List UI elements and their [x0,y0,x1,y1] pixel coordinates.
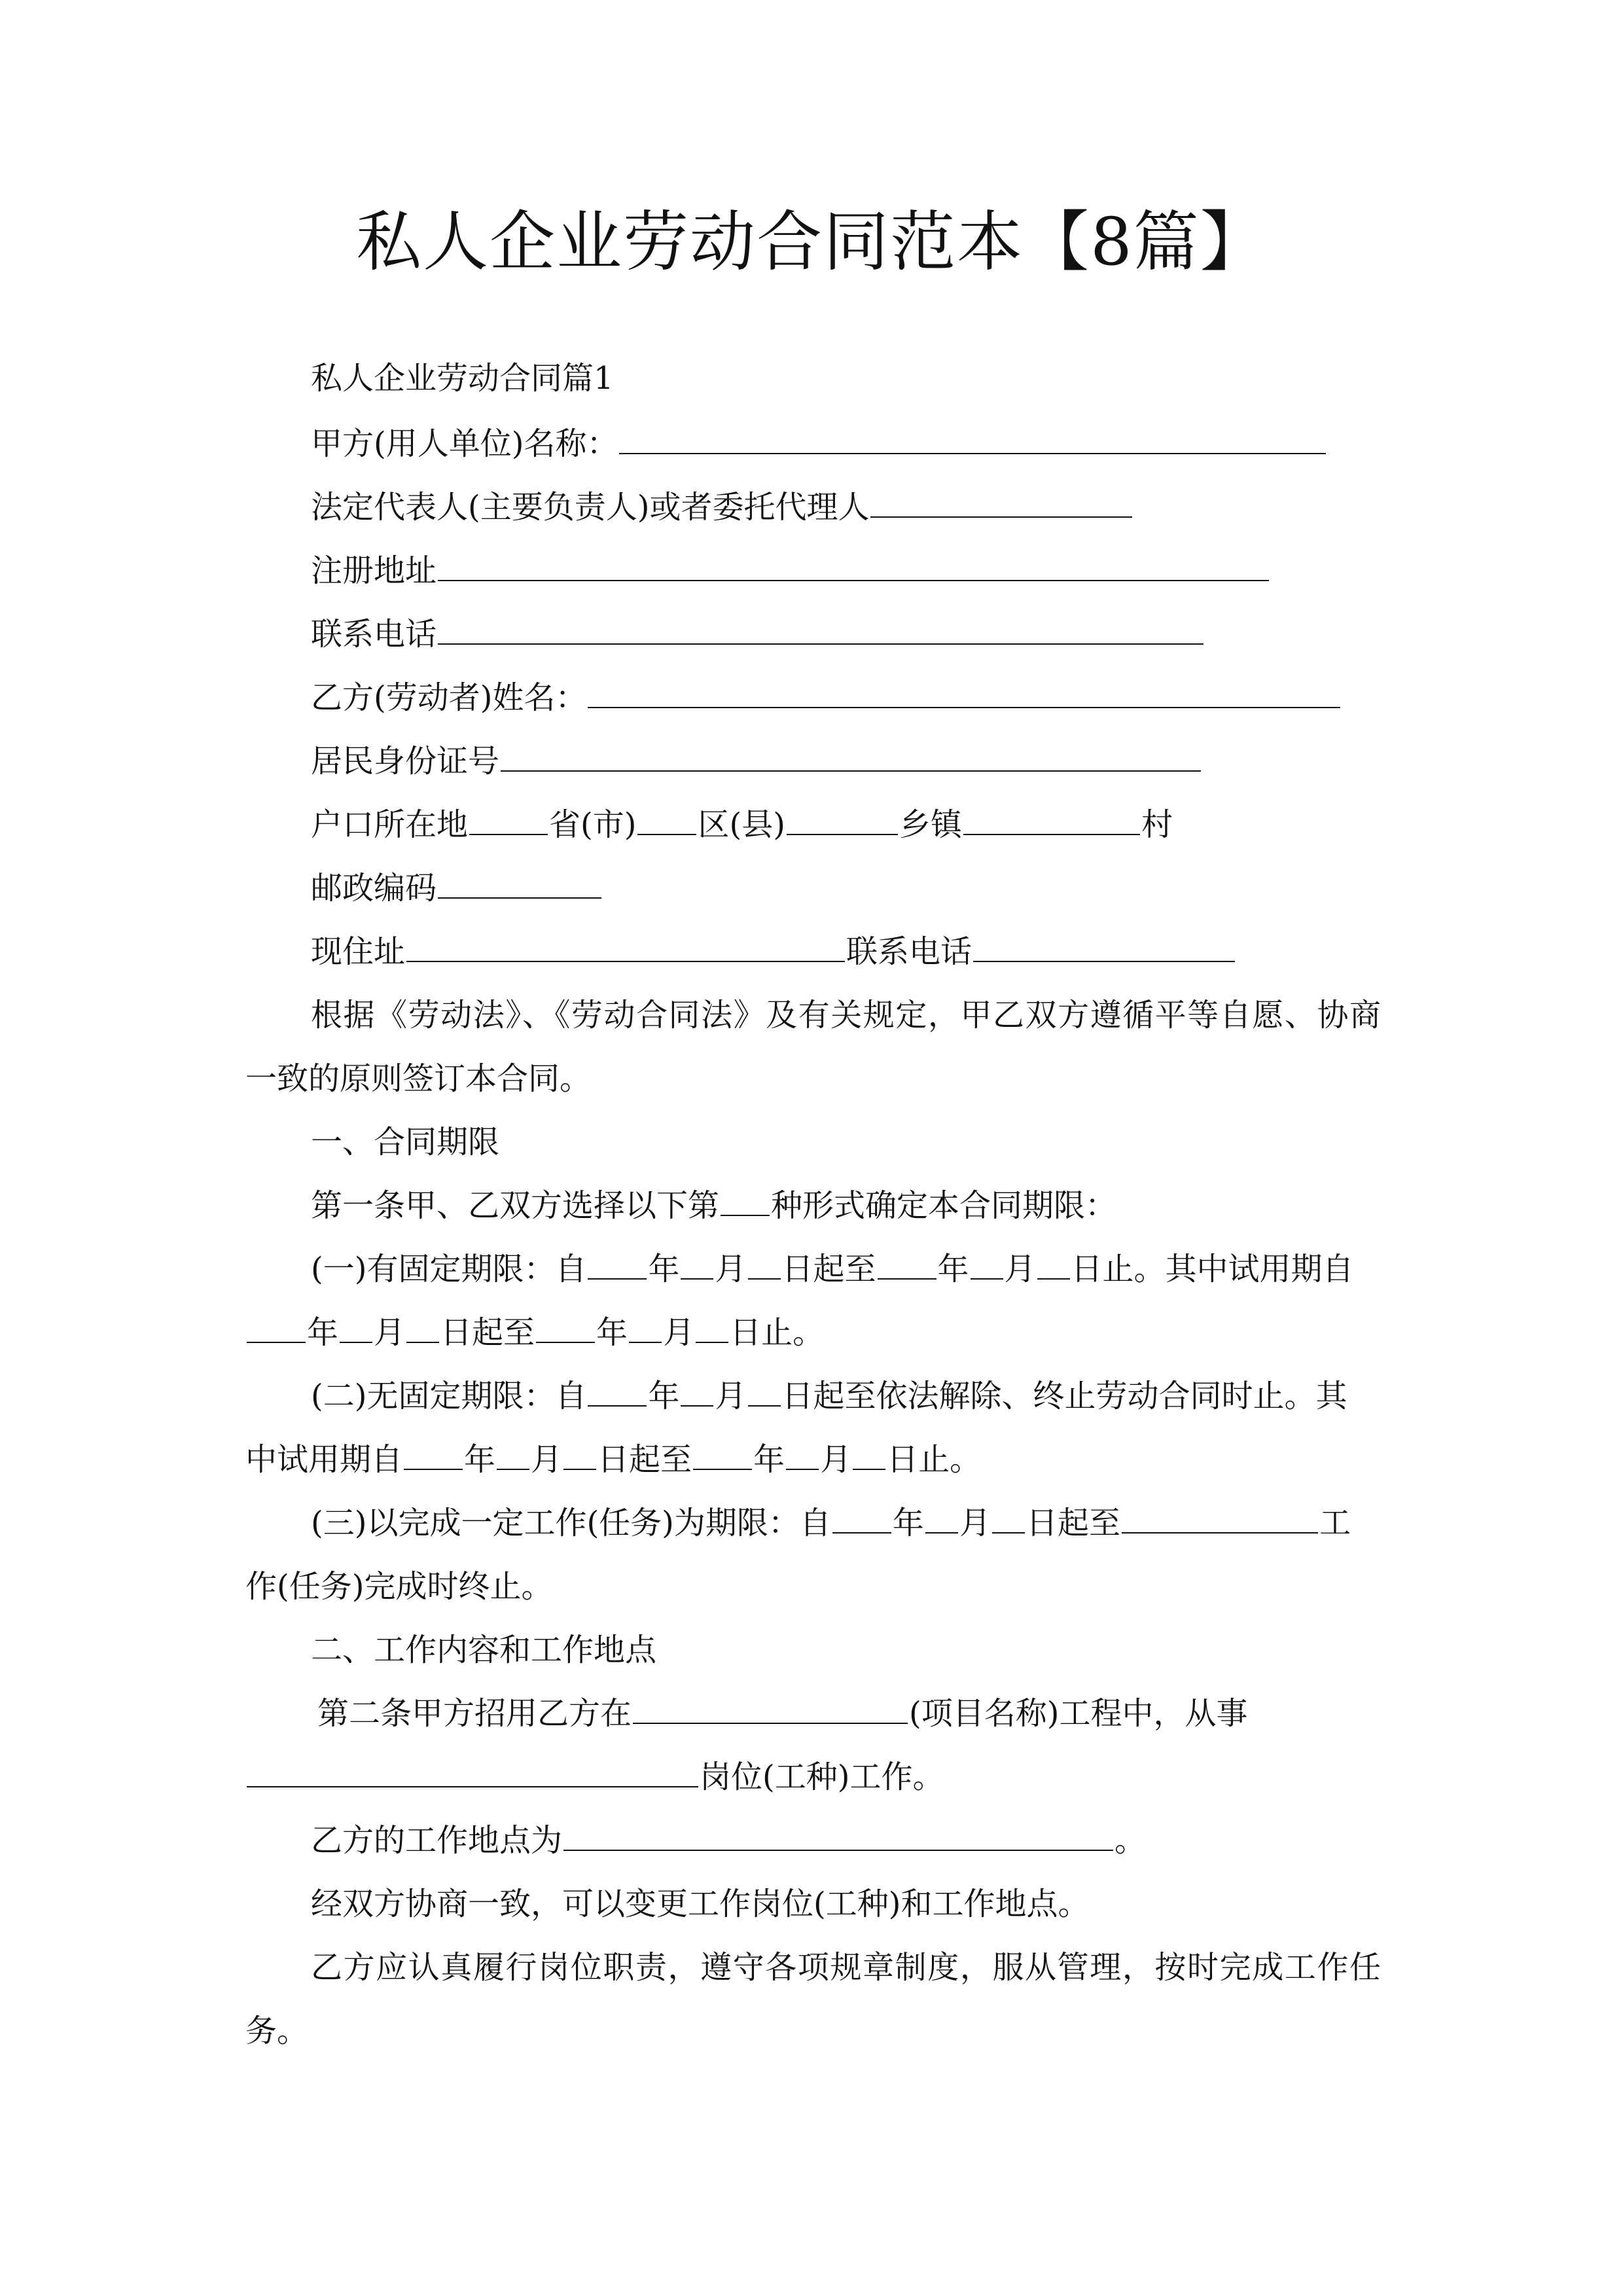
work-location-label: 乙方的工作地点为 [311,1822,563,1859]
blank [629,1313,662,1343]
blank [681,1249,713,1280]
party-a-name-line [311,424,1446,463]
town-blank [787,805,898,835]
postal-code-line [311,869,1446,908]
fixed-term-text: (一)有固定期限：自 [311,1251,587,1287]
project-name-blank [633,1694,908,1724]
work-location-line [311,1821,1446,1860]
blank [853,1440,885,1470]
year-label: 年 [464,1441,496,1478]
id-number-line [311,742,1446,781]
blank [878,1249,936,1280]
section-heading [311,359,1446,398]
task-term-line-1 [311,1503,1446,1543]
party-b-name-blank [588,678,1340,708]
blank [404,1440,463,1470]
party-b-phone-label: 联系电话 [846,933,972,970]
village-blank [963,805,1140,835]
party-a-phone-label: 联系电话 [311,616,437,653]
village-label: 村 [1141,806,1173,843]
article-2-text: 第二条甲方招用乙方在 [317,1695,632,1732]
district-blank [637,805,696,835]
paragraph-basis-line-2: 一致的原则签订本合同。 [245,1060,592,1097]
blank [340,1313,372,1343]
blank [786,1440,819,1470]
month-label: 月 [531,1441,563,1478]
legal-rep-blank [870,488,1132,518]
registered-address-blank [438,551,1269,581]
party-a-phone-line [311,615,1446,654]
id-number-label: 居民身份证号 [311,743,500,780]
blank [588,1249,647,1280]
blank [696,1313,728,1343]
party-b-name-label: 乙方(劳动者)姓名： [311,679,587,716]
blank [748,1249,781,1280]
postal-code-blank [438,869,601,899]
id-number-blank [501,742,1201,772]
start-label: 日起至 [597,1441,692,1478]
year-label: 年 [892,1505,924,1541]
open-term-text: (二)无固定期限：自 [311,1378,587,1414]
blank [681,1376,713,1407]
year-label: 年 [937,1251,969,1287]
end-label: 日止。 [887,1441,982,1478]
blank [1122,1503,1318,1534]
section-heading-term: 一、合同期限 [311,1124,500,1160]
party-a-name-label: 甲方(用人单位)名称： [311,425,618,462]
work-location-end: 。 [1115,1822,1147,1859]
paragraph-change-location: 经双方协商一致，可以变更工作岗位(工种)和工作地点。 [311,1886,1090,1922]
blank [588,1376,647,1407]
paragraph-duties-line-2: 务。 [245,2013,309,2049]
registered-address-label: 注册地址 [311,552,437,589]
paragraph-duties-line-1: 乙方应认真履行岗位职责，遵守各项规章制度，服从管理，按时完成工作任 [311,1949,1381,1986]
open-term-line-1 [311,1376,1446,1416]
article-1-text-end: 种形式确定本合同期限： [771,1187,1117,1224]
blank [925,1503,958,1534]
district-label: 区(县) [698,806,785,843]
article-2-line-1 [317,1694,1453,1733]
work-location-blank [563,1821,1113,1851]
household-label: 户口所在地 [311,806,469,843]
position-label: 岗位(工种)工作。 [700,1759,944,1795]
blank [406,1313,439,1343]
party-a-name-blank [619,424,1326,454]
month-label: 月 [820,1441,852,1478]
fixed-term-line-2 [245,1313,1381,1352]
blank [748,1376,781,1407]
article-2-text-end: (项目名称)工程中，从事 [909,1695,1248,1732]
blank [536,1313,595,1343]
blank [832,1503,891,1534]
month-label: 月 [715,1251,747,1287]
postal-code-label: 邮政编码 [311,870,437,906]
article-2-line-2 [245,1757,1381,1797]
town-label: 乡镇 [899,806,962,843]
current-address-line [311,932,1446,971]
probation-label: 中试用期自 [245,1441,403,1478]
month-label: 月 [959,1505,991,1541]
blank [247,1313,306,1343]
province-label: 省(市) [549,806,637,843]
party-a-phone-blank [438,615,1204,645]
open-term-text-end: 日起至依法解除、终止劳动合同时止。其 [781,1378,1347,1414]
legal-rep-line [311,488,1446,527]
year-label: 年 [648,1251,680,1287]
position-blank [247,1757,698,1787]
blank [693,1440,752,1470]
month-label: 月 [663,1314,695,1351]
blank [971,1249,1003,1280]
current-address-blank [406,932,845,962]
year-label: 年 [307,1314,339,1351]
end-label: 日止。 [730,1314,825,1351]
blank [497,1440,529,1470]
month-label: 月 [1004,1251,1036,1287]
document-title: 私人企业劳动合同范本【8篇】 [356,204,1267,280]
article-1-text: 第一条甲、乙双方选择以下第 [311,1187,720,1224]
current-address-label: 现住址 [311,933,406,970]
paragraph-basis-line-1: 根据《劳动法》、《劳动合同法》及有关规定，甲乙双方遵循平等自愿、协商 [311,997,1381,1033]
blank [992,1503,1025,1534]
year-label: 年 [753,1441,785,1478]
month-label: 月 [374,1314,406,1351]
task-term-text-end: 工 [1319,1505,1351,1541]
party-b-name-line [311,678,1446,717]
registered-address-line [311,551,1446,590]
end-label: 日止。其中试用期自 [1071,1251,1354,1287]
article-1-line [311,1186,1446,1225]
fixed-term-line-1 [311,1249,1446,1289]
start-label: 日起至 [781,1251,876,1287]
legal-rep-label: 法定代表人(主要负责人)或者委托代理人 [311,489,870,526]
year-label: 年 [648,1378,680,1414]
start-label: 日起至 [440,1314,535,1351]
month-label: 月 [715,1378,747,1414]
start-label: 日起至 [1026,1505,1120,1541]
task-term-line-2: 作(任务)完成时终止。 [245,1568,553,1605]
task-term-text: (三)以完成一定工作(任务)为期限：自 [311,1505,831,1541]
blank [1037,1249,1070,1280]
section-heading-work: 二、工作内容和工作地点 [311,1632,657,1668]
blank [563,1440,596,1470]
article-1-form-blank [721,1186,770,1216]
party-b-phone-blank [973,932,1235,962]
open-term-line-2 [245,1440,1381,1479]
section-heading-text: 私人企业劳动合同篇1 [311,360,614,397]
household-registration-line [311,805,1446,844]
year-label: 年 [596,1314,628,1351]
province-blank [469,805,548,835]
